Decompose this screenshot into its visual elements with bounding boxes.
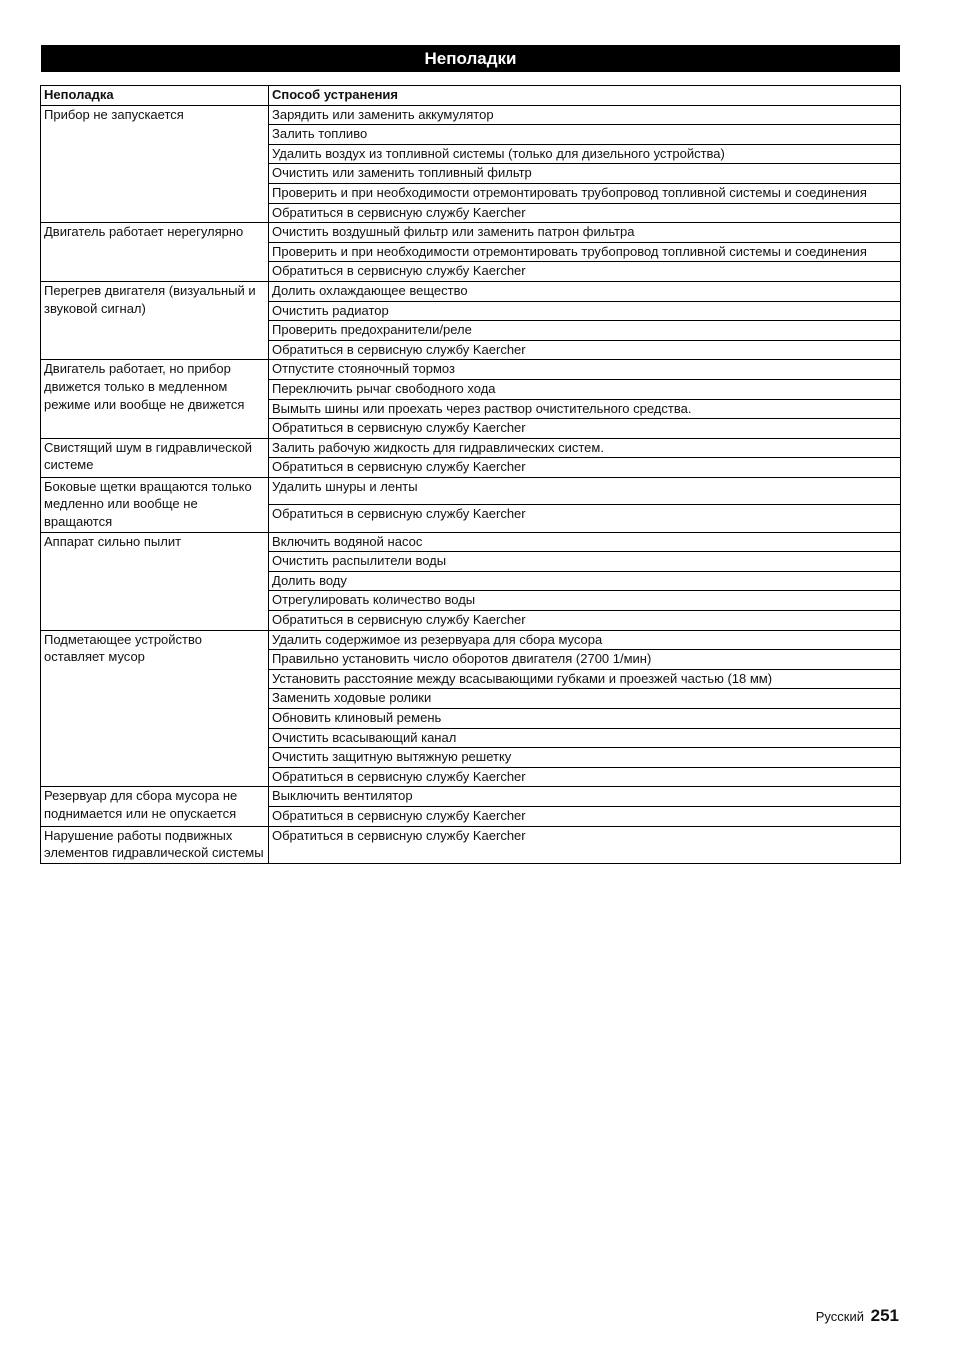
remedy-cell: Обновить клиновый ремень	[269, 709, 901, 729]
page-footer	[816, 1306, 899, 1326]
remedy-cell: Обратиться в сервисную службу Kaercher	[269, 262, 901, 282]
remedy-cell: Очистить всасывающий канал	[269, 728, 901, 748]
remedy-cell: Обратиться в сервисную службу Kaercher	[269, 505, 901, 532]
table-row	[41, 223, 901, 243]
table-row	[41, 630, 901, 650]
remedy-cell: Обратиться в сервисную службу Kaercher	[269, 826, 901, 863]
remedy-cell: Обратиться в сервисную службу Kaercher	[269, 419, 901, 439]
table-row	[41, 360, 901, 380]
remedy-cell: Вымыть шины или проехать через раствор очистительного средства.	[269, 399, 901, 419]
remedy-cell: Проверить и при необходимости отремонтировать трубопровод топливной системы и соединения	[269, 183, 901, 203]
footer-language: Русский	[815, 1309, 864, 1324]
remedy-cell: Обратиться в сервисную службу Kaercher	[269, 340, 901, 360]
problem-cell: Резервуар для сбора мусора не поднимается или не опускается	[41, 787, 269, 826]
remedy-cell: Удалить содержимое из резервуара для сбора мусора	[269, 630, 901, 650]
remedy-cell: Правильно установить число оборотов двигателя (2700 1/мин)	[269, 650, 901, 670]
remedy-cell: Обратиться в сервисную службу Kaercher	[269, 767, 901, 787]
table-row	[41, 477, 901, 504]
problem-cell: Двигатель работает, но прибор движется только в медленном режиме или вообще не движется	[41, 360, 269, 438]
remedy-cell: Проверить и при необходимости отремонтировать трубопровод топливной системы и соединения	[269, 242, 901, 262]
remedy-cell: Залить топливо	[269, 125, 901, 145]
problem-cell: Боковые щетки вращаются только медленно или вообще не вращаются	[41, 477, 269, 532]
remedy-cell: Установить расстояние между всасывающими губками и проезжей частью (18 мм)	[269, 669, 901, 689]
remedy-cell: Очистить распылители воды	[269, 552, 901, 572]
remedy-cell: Зарядить или заменить аккумулятор	[269, 105, 901, 125]
problem-cell: Аппарат сильно пылит	[41, 532, 269, 630]
page-number: 251	[870, 1306, 899, 1325]
remedy-cell: Обратиться в сервисную службу Kaercher	[269, 458, 901, 478]
remedy-cell: Отрегулировать количество воды	[269, 591, 901, 611]
remedy-cell: Обратиться в сервисную службу Kaercher	[269, 203, 901, 223]
remedy-cell: Включить водяной насос	[269, 532, 901, 552]
remedy-cell: Обратиться в сервисную службу Kaercher	[269, 806, 901, 826]
table-header-row	[41, 86, 901, 106]
remedy-cell: Выключить вентилятор	[269, 787, 901, 807]
remedy-cell: Отпустите стояночный тормоз	[269, 360, 901, 380]
remedy-cell: Залить рабочую жидкость для гидравлических систем.	[269, 438, 901, 458]
remedy-cell: Переключить рычаг свободного хода	[269, 379, 901, 399]
problem-cell: Подметающее устройство оставляет мусор	[41, 630, 269, 787]
problem-cell: Прибор не запускается	[41, 105, 269, 223]
column-header-remedy: Способ устранения	[269, 86, 901, 106]
page-title: Неполадки	[41, 45, 900, 72]
remedy-cell: Очистить радиатор	[269, 301, 901, 321]
column-header-problem: Неполадка	[41, 86, 269, 106]
remedy-cell: Очистить защитную вытяжную решетку	[269, 748, 901, 768]
remedy-cell: Долить охлаждающее вещество	[269, 281, 901, 301]
remedy-cell: Очистить воздушный фильтр или заменить патрон фильтра	[269, 223, 901, 243]
remedy-cell: Очистить или заменить топливный фильтр	[269, 164, 901, 184]
table-row	[41, 532, 901, 552]
remedy-cell: Долить воду	[269, 571, 901, 591]
table-body	[41, 105, 901, 863]
remedy-cell: Удалить шнуры и ленты	[269, 477, 901, 504]
problem-cell: Перегрев двигателя (визуальный и звуковой сигнал)	[41, 281, 269, 359]
problem-cell: Нарушение работы подвижных элементов гидравлической системы	[41, 826, 269, 863]
remedy-cell: Обратиться в сервисную службу Kaercher	[269, 611, 901, 631]
table-row	[41, 826, 901, 863]
table-row	[41, 105, 901, 125]
remedy-cell: Заменить ходовые ролики	[269, 689, 901, 709]
table-row	[41, 438, 901, 458]
problem-cell: Двигатель работает нерегулярно	[41, 223, 269, 282]
table-row	[41, 281, 901, 301]
problem-cell: Свистящий шум в гидравлической системе	[41, 438, 269, 477]
troubleshooting-table	[40, 85, 901, 864]
remedy-cell: Проверить предохранители/реле	[269, 321, 901, 341]
table-row	[41, 787, 901, 807]
remedy-cell: Удалить воздух из топливной системы (только для дизельного устройства)	[269, 144, 901, 164]
